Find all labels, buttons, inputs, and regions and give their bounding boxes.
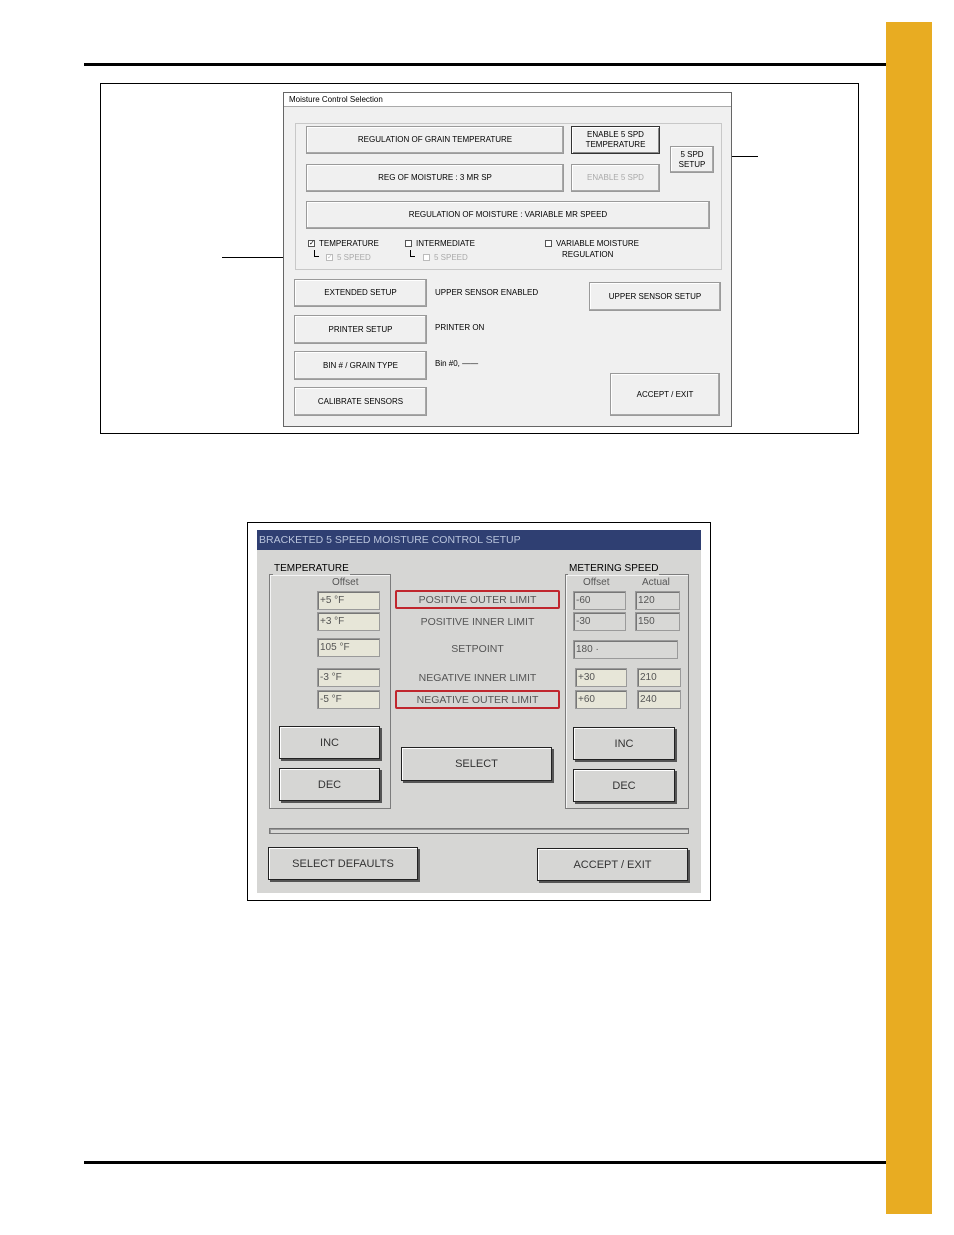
temp-positive-outer-field[interactable]: +5 °F xyxy=(317,591,380,610)
enable-5spd-temperature-line2: TEMPERATURE xyxy=(585,140,646,149)
inter-5speed-checkbox[interactable] xyxy=(423,254,430,261)
progress-bar xyxy=(269,828,689,834)
positive-inner-limit-label: POSITIVE INNER LIMIT xyxy=(420,616,535,628)
temp-setpoint-field[interactable]: 105 °F xyxy=(317,638,380,657)
temperature-checkbox[interactable]: ✓ xyxy=(309,240,315,247)
intermediate-branch-glyph xyxy=(410,250,415,257)
intermediate-checkbox[interactable] xyxy=(405,240,412,247)
metering-speed-legend: METERING SPEED xyxy=(569,563,659,574)
extended-setup-button[interactable]: EXTENDED SETUP xyxy=(294,279,427,307)
temperature-legend: TEMPERATURE xyxy=(274,563,349,574)
temp-positive-inner-field[interactable]: +3 °F xyxy=(317,612,380,631)
top-rule xyxy=(84,63,926,66)
accept-exit-button-screen[interactable]: ACCEPT / EXIT xyxy=(537,848,688,881)
enable-5spd-temperature-line1: ENABLE 5 SPD xyxy=(587,130,644,139)
upper-sensor-status: UPPER SENSOR ENABLED xyxy=(435,288,539,297)
temp-5speed-checkbox[interactable]: ✓ xyxy=(327,254,333,261)
metering-offset-field-1[interactable]: -60 xyxy=(573,591,626,610)
bottom-rule xyxy=(84,1161,926,1164)
variable-moisture-checkbox[interactable] xyxy=(545,240,552,247)
metering-inc-button[interactable]: INC xyxy=(573,727,675,760)
bin-grain-type-button[interactable]: BIN # / GRAIN TYPE xyxy=(294,351,427,380)
metering-offset-field-4[interactable]: +60 xyxy=(575,690,627,709)
select-defaults-button[interactable]: SELECT DEFAULTS xyxy=(268,847,418,880)
window-title: Moisture Control Selection xyxy=(284,93,731,107)
negative-inner-limit-label: NEGATIVE INNER LIMIT xyxy=(418,672,537,684)
regulation-grain-temperature-button[interactable]: REGULATION OF GRAIN TEMPERATURE xyxy=(306,126,564,154)
metering-actual-field-4[interactable]: 240 xyxy=(637,690,681,709)
temperature-inc-button[interactable]: INC xyxy=(279,726,380,759)
metering-actual-label: Actual xyxy=(642,577,670,588)
bin-status: Bin #0, —— xyxy=(435,359,479,368)
temperature-dec-button[interactable]: DEC xyxy=(279,768,380,801)
temp-5speed-label: 5 SPEED xyxy=(337,253,371,262)
metering-actual-field-3[interactable]: 210 xyxy=(637,668,681,687)
5spd-setup-line1: 5 SPD xyxy=(680,149,704,159)
intermediate-checkbox-label: INTERMEDIATE xyxy=(416,239,475,248)
negative-outer-limit-label: NEGATIVE OUTER LIMIT xyxy=(416,694,539,706)
temp-negative-inner-field[interactable]: -3 °F xyxy=(317,668,380,687)
reg-moisture-3mr-button[interactable]: REG OF MOISTURE : 3 MR SP xyxy=(306,164,564,192)
select-button[interactable]: SELECT xyxy=(401,747,552,781)
bracketed-5speed-setup-screen xyxy=(257,530,701,893)
temp-negative-outer-field[interactable]: -5 °F xyxy=(317,690,380,709)
printer-setup-button[interactable]: PRINTER SETUP xyxy=(294,315,427,344)
side-tab xyxy=(886,22,932,1214)
accept-exit-button[interactable]: ACCEPT / EXIT xyxy=(610,373,720,416)
variable-moisture-label-line2: REGULATION xyxy=(562,250,614,259)
temperature-branch-glyph xyxy=(314,250,319,257)
reg-moisture-variable-button[interactable]: REGULATION OF MOISTURE : VARIABLE MR SPEED xyxy=(306,201,710,229)
printer-status: PRINTER ON xyxy=(435,323,485,332)
metering-dec-button[interactable]: DEC xyxy=(573,769,675,802)
positive-outer-limit-label: POSITIVE OUTER LIMIT xyxy=(418,594,537,606)
metering-actual-field-2[interactable]: 150 xyxy=(635,612,680,631)
calibrate-sensors-button[interactable]: CALIBRATE SENSORS xyxy=(294,387,427,416)
metering-setpoint-field[interactable]: 180 · xyxy=(573,640,678,659)
inter-5speed-label: 5 SPEED xyxy=(434,253,468,262)
metering-actual-field-1[interactable]: 120 xyxy=(635,591,680,610)
temperature-offset-label: Offset xyxy=(332,577,359,588)
setpoint-label: SETPOINT xyxy=(451,643,504,655)
metering-offset-field-2[interactable]: -30 xyxy=(573,612,626,631)
5spd-setup-button[interactable] xyxy=(670,146,714,173)
upper-sensor-setup-button[interactable]: UPPER SENSOR SETUP xyxy=(589,282,721,311)
enable-5spd-button[interactable]: ENABLE 5 SPD xyxy=(571,164,660,192)
temperature-checkbox-label: TEMPERATURE xyxy=(319,239,379,248)
moisture-control-selection-window xyxy=(283,92,732,427)
variable-moisture-label-line1: VARIABLE MOISTURE xyxy=(556,239,639,248)
metering-offset-field-3[interactable]: +30 xyxy=(575,668,627,687)
5spd-setup-line2: SETUP xyxy=(678,159,706,169)
metering-offset-label: Offset xyxy=(583,577,610,588)
enable-5spd-temperature-button[interactable] xyxy=(571,126,660,154)
screen-title: BRACKETED 5 SPEED MOISTURE CONTROL SETUP xyxy=(257,530,701,550)
